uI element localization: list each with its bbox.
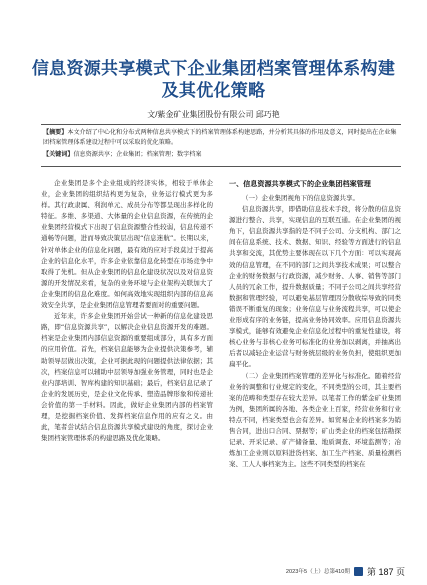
section-paragraph-2: （二）企业集团档案管理的差异化与标准化。随着经营业务的调整和行业规定的变化，不同类型的公司，其主要档案的范畴和类型存在较大差异。以笔者工作的紫金矿业集团为例，集团所属的各地、各类企业上百家，经营业务和行业特点不同，档案类型也会有差异。如贸易企业的档案多为销售合同，进出口合同、票据等；矿山类企业的档案包括勘探记录、开采记录、矿产储备量、地质调查、环境监测等；冶炼加工企业则以原料进货档案、加工生产档案、质量检测档案、工人人事档案为主。这些不同类型的档案在	[229, 371, 401, 469]
magazine-logo-icon	[354, 567, 363, 576]
intro-paragraph-2: 近年来，许多企业集团开始尝试一种新的信息化建设思路，即“信息资源共享”，以解决企业信息资源开发的难题。档案是企业集团内部信息资源的重要组成部分，具有多方面的应用价值。首先，档案信息能够为企业提供决策参考，辅助领导层做出决策，企业可据此现的问题提供法律依据；其次，档案信息可以辅助中层领导加强业务管理，同时也是企业内部培训、智库构建的知识基础；最后，档案信息记录了企业的发展历史，是企业文化传承、塑造品牌形象和传递社会价值的第一手材料。因此，做好企业集团内部的档案管理，是挖掘档案价值、发挥档案信息作用的应有之义。由此，笔者尝试结合信息资源共享模式建设的角度，探讨企业集团档案管理体系的构建思路及优化策略。	[41, 312, 213, 443]
intro-paragraph-1: 企业集团是多个企业组成的经济实体，相较于单体企业，企业集团的组织结构更为复杂，业务运行模式更为多样。其行政隶属、利润单元、成员分布等都呈现出多样化的特征。多维、多渠道、大体量的企业信息资源，在传统的企业集团经营模式下出现了信息资源整合性较弱，信息传递不通畅等问题，进而导致决策层出现“信息迷航”。长期以来，针对单体企业的信息化问题，最有效的应对手段莫过于提高企业的信息化水平，许多企业依靠信息化转型在市场竞争中取得了先机。但从企业集团的信息化建设状况以及对信息资源的开发情况来看，复杂的业务环境与企业架构关联加大了企业集团的信息化难度。如何高效地实现组织内部的信息高效安全共享，是企业集团信息管理者要面对的重要问题。	[41, 179, 213, 310]
page-footer	[286, 564, 405, 578]
author-line: 文/紫金矿业集团股份有限公司 邱巧艳	[147, 110, 280, 119]
abstract-box	[41, 124, 401, 167]
subsection-heading-1: （一）企业集团视角下的信息资源共享。	[242, 194, 359, 202]
abstract-text	[43, 128, 399, 148]
title-line-2: 及其优化策略	[161, 81, 266, 101]
keywords-tag: 【关键词】	[43, 151, 74, 158]
page-number: 第 187 页	[366, 566, 405, 577]
section-paragraph-1: 信息资源共享，即借助信息技术手段，将分散的信息资源进行整合、共享，实现信息的互联互通。在企业集团的视角下，信息资源共享指的是不同子公司、分支机构、部门之间在信息系统、技术、数据、知识、经验等方面进行的信息共享和交流，其优势主要体现在以下几个方面：可以实现高效的信息管理，在不同的部门之间共享技术成果；可以整合企业的财务数据与行政资源，减少财务、人事、销售等部门人员的冗余工作，提升数据质量；不同子公司之间共享经营数据和管理经验，可以避免基层管理因分散收综导致的同类错误不断重复的现象；业务信息与业务流程共享，可以使企业形成有序的业务链，提高业务协同效率。应用信息资源共享模式，能够有效避免企业信息化过程中的重复性建设，将核心业务与非核心业务可标准化的业务加以剥离，并抽离出后者以减轻企业运营与财务统层级的业务负担，使组织更加扁平化。	[229, 205, 401, 369]
section-heading-1: 一、信息资源共享模式下的企业集团档案管理	[229, 179, 371, 188]
keywords-body: 信息资源共享；企业集团；档案管理；数字档案	[73, 151, 202, 158]
abstract-body: 本文介绍了中心化和分布式两种信息共享模式下的档案管理体系构建思路，并分析其具体的作用及意义，同时提出在企业集团档案管理体系建设过程中可以采取的优化策略。	[43, 129, 397, 146]
abstract-tag: 【摘要】	[43, 129, 68, 136]
title-line-1: 信息资源共享模式下企业集团档案管理体系构建	[31, 59, 396, 79]
body-columns	[41, 178, 401, 550]
issue-info: 2023年5（上）总第410期	[285, 569, 350, 575]
keywords-line	[43, 150, 399, 160]
right-column	[229, 178, 401, 550]
left-column	[41, 178, 213, 550]
article-title	[30, 58, 397, 102]
